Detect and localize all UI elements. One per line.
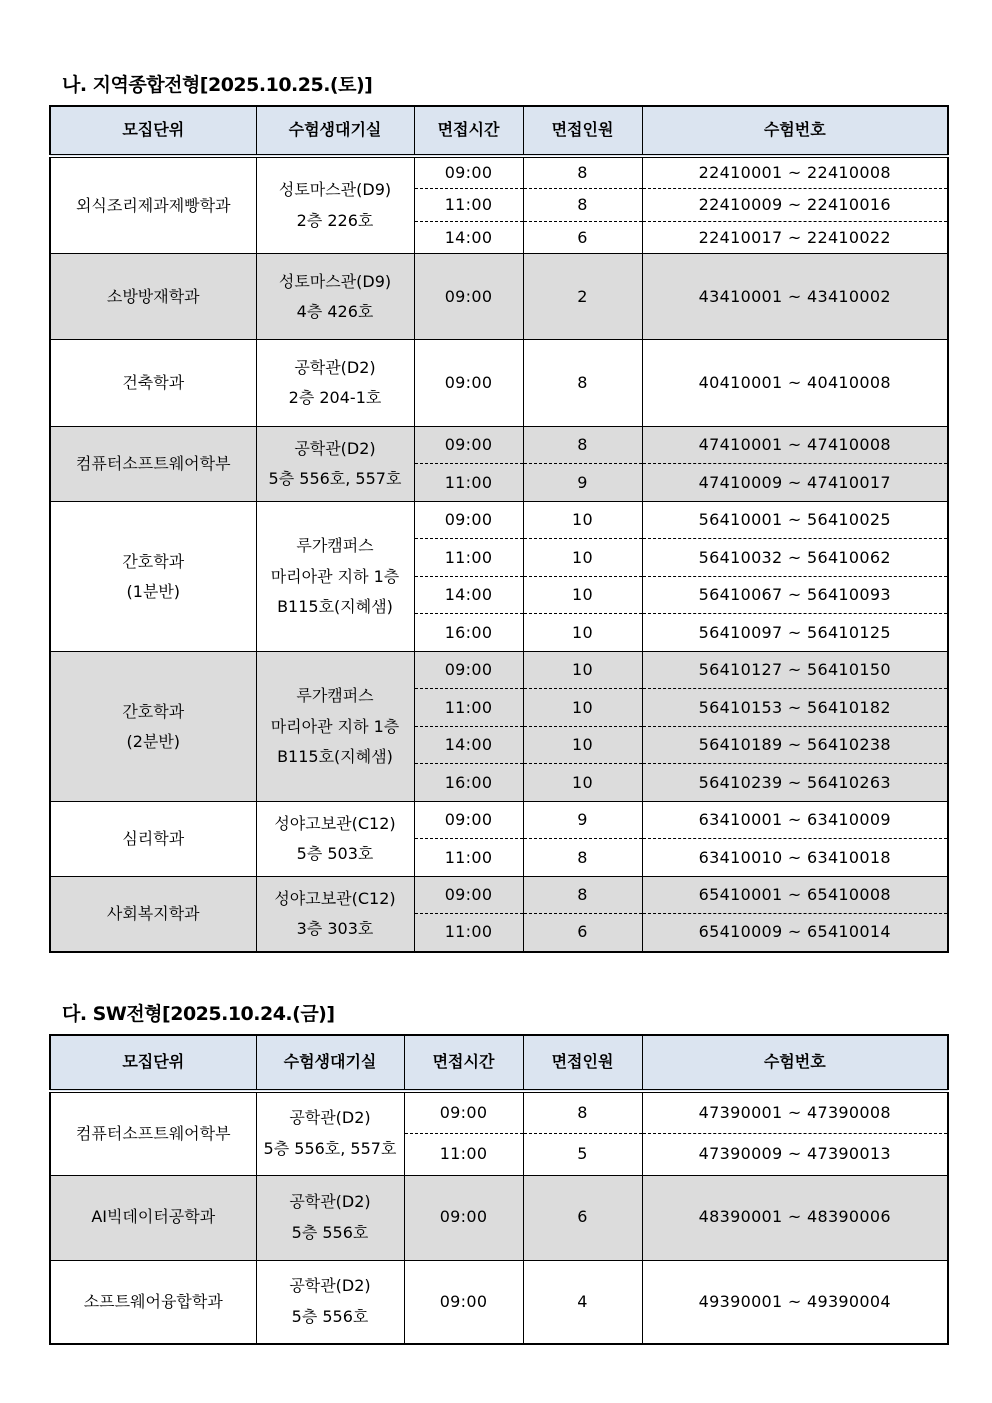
interview-count-cell: 6 [523, 1175, 642, 1260]
recruit-unit-text: 사회복지학과 [106, 903, 200, 923]
waiting-room-text: B115호(지혜샘) [277, 597, 393, 617]
waiting-room-cell [256, 502, 414, 652]
recruit-unit-cell [50, 1260, 256, 1344]
waiting-room-cell [256, 254, 414, 340]
interview-time-cell: 11:00 [414, 464, 523, 502]
header-interview-count: 면접인원 [523, 106, 642, 156]
recruit-unit-cell [50, 877, 256, 952]
interview-count-cell: 10 [523, 727, 642, 764]
header-interview-count: 면접인원 [523, 1035, 642, 1091]
recruit-unit-cell [50, 502, 256, 652]
waiting-room-text: 공학관(D2) [294, 439, 376, 458]
interview-count-cell: 10 [523, 577, 642, 614]
exam-number-range-cell: 48390001 ~ 48390006 [642, 1175, 948, 1260]
recruit-unit-text: 간호학과 [122, 701, 185, 721]
interview-time-cell: 14:00 [414, 222, 523, 254]
interview-count-cell: 6 [523, 222, 642, 254]
table-row [50, 502, 948, 539]
interview-count-cell: 8 [523, 877, 642, 914]
waiting-room-text: 성야고보관(C12) [274, 814, 396, 833]
waiting-room-text: 5층 503호 [296, 844, 374, 864]
interview-time-cell: 16:00 [414, 764, 523, 802]
header-interview-time: 면접시간 [414, 106, 523, 156]
table-row [50, 156, 948, 189]
interview-time-cell: 09:00 [404, 1175, 523, 1260]
waiting-room-cell [256, 1091, 404, 1175]
section-title-regional: 나. 지역종합전형[2025.10.25.(토)] [62, 74, 373, 96]
table-row [50, 1175, 948, 1260]
waiting-room-cell [256, 652, 414, 802]
exam-number-range-cell: 47390001 ~ 47390008 [642, 1091, 948, 1133]
interview-time-cell: 09:00 [414, 156, 523, 189]
interview-count-cell: 8 [523, 340, 642, 427]
waiting-room-text: 공학관(D2) [289, 1192, 371, 1212]
exam-number-range-cell: 63410001 ~ 63410009 [642, 802, 948, 839]
exam-number-range-cell: 56410153 ~ 56410182 [642, 689, 948, 727]
recruit-unit-cell [50, 254, 256, 340]
exam-number-range-cell: 43410001 ~ 43410002 [642, 254, 948, 340]
interview-time-cell: 14:00 [414, 727, 523, 764]
interview-count-cell: 4 [523, 1260, 642, 1344]
waiting-room-text: 성토마스관(D9) [278, 180, 392, 200]
waiting-room-text: 5층 556호 [291, 1306, 369, 1326]
header-waiting-room: 수험생대기실 [256, 1035, 404, 1091]
interview-time-cell: 09:00 [414, 502, 523, 539]
header-interview-time: 면접시간 [404, 1035, 523, 1091]
waiting-room-text: 마리아관 지하 1층 [270, 566, 400, 586]
interview-time-cell: 09:00 [414, 802, 523, 839]
interview-time-cell: 11:00 [404, 1133, 523, 1175]
recruit-unit-text: 소방방재학과 [106, 286, 200, 306]
interview-count-cell: 2 [523, 254, 642, 340]
interview-time-cell: 09:00 [414, 427, 523, 464]
table-row [50, 1260, 948, 1344]
waiting-room-cell [256, 340, 414, 427]
waiting-room-text: 루가캠퍼스 [296, 536, 374, 556]
recruit-unit-text: 컴퓨터소프트웨어학부 [75, 1123, 231, 1143]
interview-count-cell: 10 [523, 689, 642, 727]
interview-count-cell: 10 [523, 502, 642, 539]
waiting-room-text: 성토마스관(D9) [278, 271, 392, 291]
table-row [50, 877, 948, 914]
interview-time-cell: 11:00 [414, 839, 523, 877]
exam-number-range-cell: 40410001 ~ 40410008 [642, 340, 948, 427]
waiting-room-cell [256, 1175, 404, 1260]
exam-number-range-cell: 56410067 ~ 56410093 [642, 577, 948, 614]
exam-number-range-cell: 56410097 ~ 56410125 [642, 614, 948, 652]
interview-count-cell: 10 [523, 764, 642, 802]
table-row [50, 427, 948, 464]
interview-time-cell: 11:00 [414, 689, 523, 727]
recruit-unit-cell [50, 652, 256, 802]
exam-number-range-cell: 63410010 ~ 63410018 [642, 839, 948, 877]
recruit-unit-text: 심리학과 [122, 829, 185, 849]
exam-number-range-cell: 22410009 ~ 22410016 [642, 189, 948, 222]
exam-number-range-cell: 65410009 ~ 65410014 [642, 914, 948, 952]
interview-count-cell: 10 [523, 652, 642, 689]
waiting-room-text: 4층 426호 [296, 301, 374, 321]
interview-time-cell: 09:00 [404, 1260, 523, 1344]
recruit-unit-cell [50, 340, 256, 427]
interview-time-cell: 09:00 [414, 877, 523, 914]
header-recruit-unit: 모집단위 [50, 1035, 256, 1091]
interview-time-cell: 09:00 [414, 652, 523, 689]
exam-number-range-cell: 49390001 ~ 49390004 [642, 1260, 948, 1344]
interview-count-cell: 6 [523, 914, 642, 952]
waiting-room-text: 루가캠퍼스 [296, 686, 374, 706]
waiting-room-cell [256, 1260, 404, 1344]
waiting-room-text: 공학관(D2) [289, 1276, 371, 1296]
recruit-unit-cell [50, 802, 256, 877]
regional-interview-table [49, 105, 949, 953]
interview-count-cell: 10 [523, 539, 642, 577]
recruit-unit-text: (1분반) [126, 581, 181, 601]
interview-count-cell: 8 [523, 427, 642, 464]
exam-number-range-cell: 56410032 ~ 56410062 [642, 539, 948, 577]
exam-number-range-cell: 65410001 ~ 65410008 [642, 877, 948, 914]
recruit-unit-text: 외식조리제과제빵학과 [75, 195, 231, 215]
interview-count-cell: 8 [523, 1091, 642, 1133]
recruit-unit-text: AI빅데이터공학과 [91, 1207, 216, 1227]
waiting-room-text: 5층 556호, 557호 [263, 1138, 397, 1158]
waiting-room-text: B115호(지혜샘) [277, 747, 393, 767]
waiting-room-cell [256, 802, 414, 877]
interview-count-cell: 8 [523, 839, 642, 877]
waiting-room-text: 마리아관 지하 1층 [270, 716, 400, 736]
interview-count-cell: 8 [523, 156, 642, 189]
recruit-unit-cell [50, 1091, 256, 1175]
interview-time-cell: 09:00 [414, 340, 523, 427]
table-row [50, 652, 948, 689]
exam-number-range-cell: 56410239 ~ 56410263 [642, 764, 948, 802]
waiting-room-text: 3층 303호 [296, 919, 374, 939]
exam-number-range-cell: 22410001 ~ 22410008 [642, 156, 948, 189]
table-row [50, 340, 948, 427]
recruit-unit-text: 컴퓨터소프트웨어학부 [75, 454, 231, 474]
waiting-room-cell [256, 156, 414, 254]
table-row [50, 254, 948, 340]
interview-count-cell: 9 [523, 464, 642, 502]
interview-count-cell: 8 [523, 189, 642, 222]
exam-number-range-cell: 47410001 ~ 47410008 [642, 427, 948, 464]
exam-number-range-cell: 47410009 ~ 47410017 [642, 464, 948, 502]
recruit-unit-cell [50, 156, 256, 254]
interview-count-cell: 9 [523, 802, 642, 839]
recruit-unit-text: 건축학과 [122, 373, 185, 393]
interview-time-cell: 11:00 [414, 914, 523, 952]
header-recruit-unit: 모집단위 [50, 106, 256, 156]
exam-number-range-cell: 22410017 ~ 22410022 [642, 222, 948, 254]
interview-time-cell: 09:00 [404, 1091, 523, 1133]
recruit-unit-text: 소프트웨어융합학과 [83, 1291, 223, 1311]
waiting-room-text: 2층 204-1호 [288, 388, 382, 408]
table-row [50, 802, 948, 839]
waiting-room-cell [256, 877, 414, 952]
waiting-room-text: 공학관(D2) [289, 1108, 371, 1128]
table-row [50, 1091, 948, 1133]
exam-number-range-cell: 47390009 ~ 47390013 [642, 1133, 948, 1175]
interview-count-cell: 10 [523, 614, 642, 652]
section-title-sw: 다. SW전형[2025.10.24.(금)] [62, 1003, 335, 1025]
recruit-unit-text: (2분반) [126, 731, 181, 751]
recruit-unit-text: 간호학과 [122, 551, 185, 571]
interview-time-cell: 09:00 [414, 254, 523, 340]
waiting-room-text: 5층 556호 [291, 1222, 369, 1242]
header-exam-number: 수험번호 [642, 106, 948, 156]
interview-count-cell: 5 [523, 1133, 642, 1175]
exam-number-range-cell: 56410127 ~ 56410150 [642, 652, 948, 689]
interview-time-cell: 14:00 [414, 577, 523, 614]
interview-time-cell: 16:00 [414, 614, 523, 652]
waiting-room-text: 성야고보관(C12) [274, 888, 396, 908]
header-waiting-room: 수험생대기실 [256, 106, 414, 156]
waiting-room-text: 2층 226호 [296, 210, 374, 230]
waiting-room-text: 공학관(D2) [294, 358, 376, 377]
recruit-unit-cell [50, 1175, 256, 1260]
exam-number-range-cell: 56410001 ~ 56410025 [642, 502, 948, 539]
exam-number-range-cell: 56410189 ~ 56410238 [642, 727, 948, 764]
waiting-room-text: 5층 556호, 557호 [268, 469, 402, 489]
recruit-unit-cell [50, 427, 256, 502]
waiting-room-cell [256, 427, 414, 502]
header-exam-number: 수험번호 [642, 1035, 948, 1091]
sw-interview-table [49, 1034, 949, 1345]
interview-time-cell: 11:00 [414, 189, 523, 222]
interview-time-cell: 11:00 [414, 539, 523, 577]
